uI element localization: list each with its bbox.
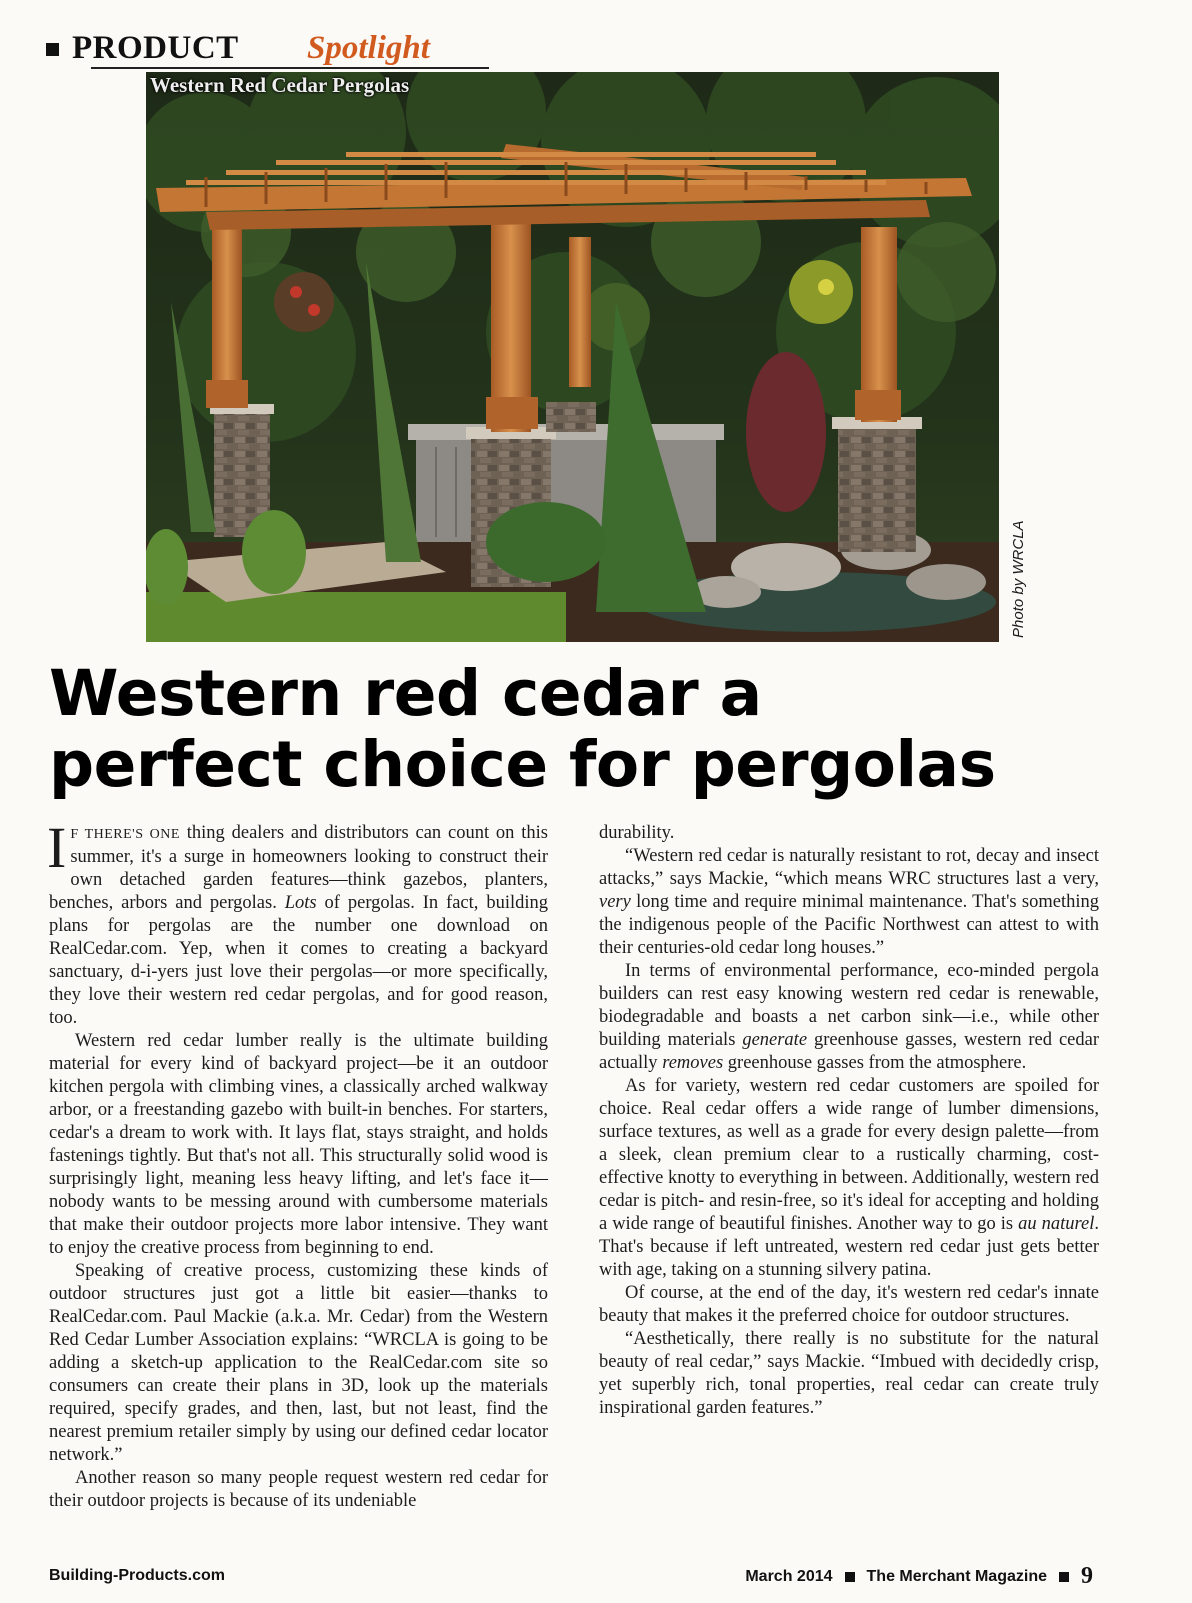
headline-line-1: Western red cedar a <box>49 657 762 730</box>
paragraph-text: greenhouse gasses, western red cedar actually <box>599 1030 1099 1073</box>
drop-cap: I <box>47 815 67 880</box>
section-header <box>46 30 446 70</box>
header-spotlight-label: Spotlight <box>307 30 430 66</box>
paragraph: Another reason so many people request western red cedar for their outdoor projects is because of its undeniable <box>49 1468 548 1511</box>
paragraph: Speaking of creative process, customizing these kinds of outdoor structures just got a little bit easier—thanks to RealCedar.com. Paul Mackie (a.k.a. Mr. Cedar) from the Western Red Cedar Lumber Association explains: “WRCLA is going to be adding a sketch-up application to the RealCedar.com site so consumers can create their plans in 3D, look up the materials required, specify grades, and then, last, but not least, find the nearest premium retailer simply by using our defined cedar locator network.” <box>49 1261 548 1465</box>
paragraph-text: In terms of environmental performance, eco-minded pergola builders can rest easy knowing western red cedar is renewable, biodegradable and boasts a net carbon sink—i.e., while other building materials <box>599 961 1099 1050</box>
article-column-right <box>599 822 1099 1420</box>
header-square-bullet <box>46 43 59 56</box>
paragraph <box>599 1075 1099 1282</box>
header-product-label: PRODUCT <box>72 30 239 66</box>
emphasis-text: generate <box>742 1030 808 1050</box>
footer-website: Building-Products.com <box>49 1567 225 1584</box>
page-number: 9 <box>1081 1563 1093 1589</box>
footer-square-bullet <box>845 1572 855 1582</box>
emphasis-text: removes <box>662 1053 724 1073</box>
emphasis-text: au naturel <box>1018 1214 1095 1234</box>
paragraph-text: thing dealers and distributors can count on this summer, it's a surge in homeowners looking to construct their own detached garden features—think gazebos, planters, benches, arbors and pergolas. <box>49 823 548 913</box>
paragraph: “Aesthetically, there really is no substitute for the natural beauty of real cedar,” says Mackie. “Imbued with decidedly crisp, yet superbly rich, tonal properties, real cedar can create truly inspirational garden features.” <box>599 1329 1099 1418</box>
paragraph-text: greenhouse gasses from the atmosphere. <box>723 1053 1027 1073</box>
article-headline <box>49 658 1149 800</box>
paragraph-text: . That's because if left untreated, western red cedar just gets better with age, taking on a stunning silvery patina. <box>599 1214 1099 1280</box>
footer-square-bullet <box>1059 1572 1069 1582</box>
paragraph-text: “Western red cedar is naturally resistant to rot, decay and insect attacks,” says Mackie, “which means WRC structures last a very, <box>599 846 1099 889</box>
footer-date: March 2014 <box>745 1567 833 1585</box>
paragraph-text: long time and require minimal maintenance. That's something the indigenous people of the Pacific Northwest can attest to with their centuries-old cedar long houses.” <box>599 892 1099 958</box>
emphasis-text: Lots <box>284 893 317 913</box>
paragraph-text: As for variety, western red cedar customers are spoiled for choice. Real cedar offers a wide range of lumber dimensions, surface textures, as well as a grade for every design palette—from a sleek, clean premium clear to a rustically charming, cost-effective knotty to everything in between. Additionally, western red cedar is pitch- and resin-free, so it's ideal for accepting and holding a wide range of beautiful finishes. Another way to go is <box>599 1076 1099 1234</box>
lead-in-smallcaps: F THERE'S ONE <box>70 827 180 842</box>
photo-subtitle: Western Red Cedar Pergolas <box>150 73 410 97</box>
footer-magazine-name: The Merchant Magazine <box>866 1567 1047 1585</box>
footer-folio <box>745 1563 1093 1590</box>
paragraph <box>599 845 1099 960</box>
paragraph: Of course, at the end of the day, it's western red cedar's innate beauty that makes it the preferred choice for outdoor structures. <box>599 1283 1099 1326</box>
paragraph <box>599 960 1099 1075</box>
emphasis-text: very <box>599 892 631 912</box>
header-underline <box>91 67 489 69</box>
pergola-photo <box>146 72 999 642</box>
photo-credit: Photo by WRCLA <box>1010 520 1027 638</box>
headline-line-2: perfect choice for pergolas <box>49 728 996 801</box>
paragraph-text: of pergolas. In fact, building plans for pergolas are the number one download on RealCedar.com. Yep, when it comes to creating a backyard sanctuary, d-i-yers just love their pergolas—or more specifically, they love their western red cedar pergolas, and for good reason, too. <box>49 893 548 1028</box>
paragraph: durability. <box>599 823 675 843</box>
article-column-left <box>47 815 548 1513</box>
paragraph <box>47 815 548 1030</box>
paragraph: Western red cedar lumber really is the ultimate building material for every kind of backyard project—be it an outdoor kitchen pergola with climbing vines, a classically arched walkway arbor, or a freestanding gazebo with built-in benches. For starters, cedar's a dream to work with. It lays flat, stays straight, and holds fastenings tightly. But that's not all. This structurally solid wood is surprisingly light, meaning less heavy lifting, and let's face it—nobody wants to be messing around with cumbersome materials that make their outdoor projects more labor intensive. They want to enjoy the creative process from beginning to end. <box>49 1031 548 1258</box>
